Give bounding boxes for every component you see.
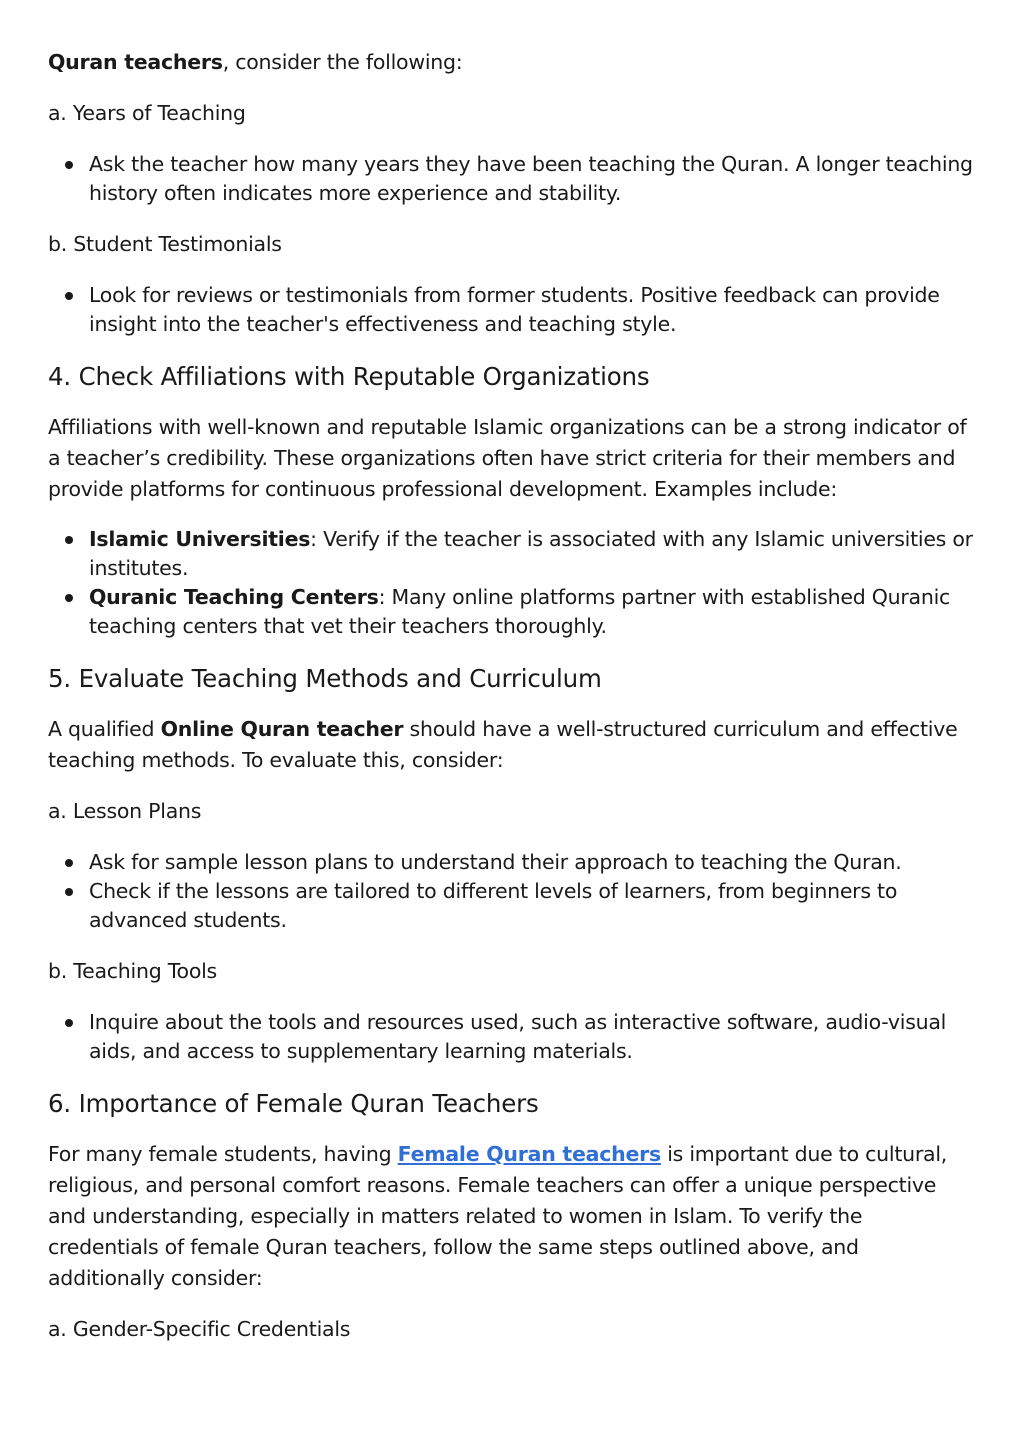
section-5-paragraph — [48, 714, 974, 776]
para-text: is important due to cultural, religious, and personal comfort reasons. Female teachers can offer a unique perspective and understanding, especially in matters related to women in Islam. To verify the credentials of female Quran teachers, follow the same steps outlined above, and additionally consider: — [48, 1142, 948, 1290]
para-text: For many female students, having — [48, 1142, 398, 1166]
intro-paragraph — [48, 47, 974, 78]
list-affiliations — [48, 525, 974, 641]
para-text: A qualified — [48, 717, 161, 741]
list-teaching-tools — [48, 1008, 974, 1066]
subheading-student-testimonials: b. Student Testimonials — [48, 232, 282, 256]
item-bold: Islamic Universities — [89, 527, 311, 551]
list-item: Look for reviews or testimonials from former students. Positive feedback can provide insight into the teacher's effectiveness and teaching style. — [48, 281, 974, 339]
subheading-teaching-tools: b. Teaching Tools — [48, 959, 217, 983]
subheading-gender-specific-credentials: a. Gender-Specific Credentials — [48, 1317, 351, 1341]
list-item: Inquire about the tools and resources used, such as interactive software, audio-visual aids, and access to supplementary learning materials. — [48, 1008, 974, 1066]
section-5-heading: 5. Evaluate Teaching Methods and Curriculum — [48, 664, 602, 693]
list-testimonials — [48, 281, 974, 339]
list-item: Ask for sample lesson plans to understand their approach to teaching the Quran. — [48, 848, 974, 877]
list-lesson-plans — [48, 848, 974, 935]
item-bold: Quranic Teaching Centers — [89, 585, 379, 609]
list-years — [48, 150, 974, 208]
item-text: : Many online platforms partner with established Quranic teaching centers that vet their teachers thoroughly. — [89, 585, 951, 638]
section-4-paragraph: Affiliations with well-known and reputable Islamic organizations can be a strong indicator of a teacher’s credibility. These organizations often have strict criteria for their members and provide platforms for continuous professional development. Examples include: — [48, 415, 967, 501]
intro-bold: Quran teachers — [48, 50, 223, 74]
para-bold: Online Quran teacher — [160, 717, 404, 741]
intro-text: , consider the following: — [222, 50, 463, 74]
section-6-paragraph — [48, 1139, 974, 1294]
para-text: should have a well-structured curriculum and effective teaching methods. To evaluate this, consider: — [48, 717, 958, 772]
subheading-lesson-plans: a. Lesson Plans — [48, 799, 202, 823]
list-item — [48, 525, 974, 583]
subheading-years-of-teaching: a. Years of Teaching — [48, 101, 246, 125]
female-quran-teachers-link[interactable]: Female Quran teachers — [397, 1142, 661, 1166]
section-4-heading: 4. Check Affiliations with Reputable Organizations — [48, 362, 650, 391]
item-text: : Verify if the teacher is associated with any Islamic universities or institutes. — [89, 527, 973, 580]
list-item — [48, 583, 974, 641]
section-6-heading: 6. Importance of Female Quran Teachers — [48, 1089, 539, 1118]
list-item: Ask the teacher how many years they have been teaching the Quran. A longer teaching history often indicates more experience and stability. — [48, 150, 974, 208]
list-item: Check if the lessons are tailored to different levels of learners, from beginners to advanced students. — [48, 877, 974, 935]
